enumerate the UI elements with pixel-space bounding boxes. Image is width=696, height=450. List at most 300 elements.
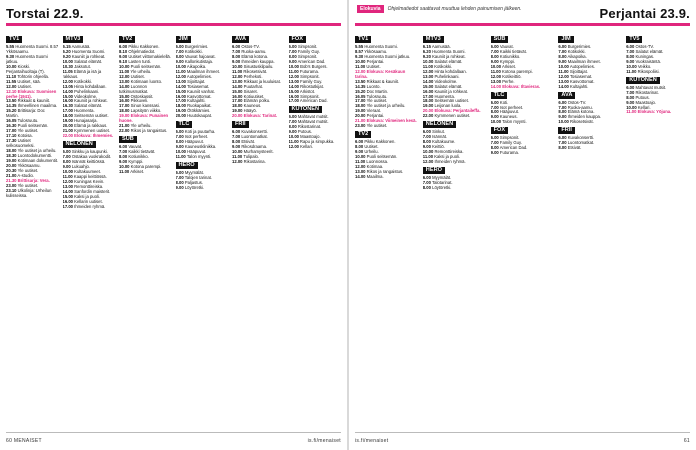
program-time: 8.00 (175, 53, 184, 59)
program-time: 8.00 (288, 53, 297, 59)
program-title: Family Guy. (499, 140, 522, 146)
program-title: Perhekoti. (243, 73, 263, 79)
program-time: 16.00 (175, 93, 186, 99)
program-title: Puoli seitsemän. (17, 123, 49, 129)
program-title: Kotoisa. (17, 133, 33, 139)
program-title: Urheilu. (364, 149, 379, 155)
program-time: 6.00 (490, 99, 499, 105)
program-title: Sinkku ja kaupunki. (71, 149, 108, 155)
program-title: Kymmenen uutiset. (74, 128, 110, 134)
program-title: Kaappi keittiössä. (73, 173, 107, 179)
program-title: Elokuva: Ihmemies. (74, 133, 114, 139)
program-time: 22.00 (119, 128, 130, 134)
program-time: 16.00 (62, 198, 73, 204)
program-time: 9.00 (490, 150, 499, 156)
channel-heading: KUTONEN (626, 77, 660, 84)
program-time: 21.00 (355, 118, 366, 124)
program-time: 17.00 (175, 98, 186, 104)
program-time: 12.00 (62, 178, 73, 184)
program-title: Hääpuvut. (187, 149, 207, 155)
program-title: Puoli seitsemän. (366, 154, 398, 160)
program-title: American Dad. (499, 145, 528, 151)
program-time: 6.00 (175, 129, 184, 135)
program-time: 9.20 (422, 53, 431, 59)
listing-columns (6, 34, 341, 430)
program-title: Sinkut. (432, 129, 445, 135)
program-title: Tosiasemat. (569, 73, 593, 79)
program-title: Ostakaa vuokrakodit. (71, 154, 112, 160)
program-title: Perjantai. (366, 113, 385, 119)
program-time: 19.00 (6, 157, 17, 163)
accent-rule (6, 23, 341, 26)
program-title: Kymmenen uutiset. (434, 113, 471, 119)
program-time: 12.00 (62, 78, 73, 84)
program-title: Hääpuvut. (184, 139, 204, 145)
program-time: 10.00 (6, 63, 17, 69)
listing-column (626, 34, 690, 430)
program-title: Ykkösaamu. (364, 48, 388, 54)
program-time: 16.30 (62, 103, 73, 109)
program-time: 9.00 (355, 149, 364, 155)
program-time: 10.00 (422, 58, 434, 64)
program-time: 9.00 (175, 144, 184, 150)
program-time: 9.00 (119, 159, 128, 165)
program-title: Rikos ja rangaistus. (130, 128, 168, 134)
program-time: 17.00 (288, 98, 299, 104)
program-title: Talotarinat. (432, 179, 453, 185)
program-title: Rikosetsivät. (243, 68, 268, 74)
program-time: 6.00 (558, 135, 567, 141)
program-time: 6.00 (558, 44, 567, 49)
program-title: Elokuva: Kesäkuun tarina. (355, 68, 406, 79)
program-time: 5.55 (355, 44, 364, 49)
program-time: 8.00 (490, 145, 499, 151)
program-time: 16.00 (422, 88, 434, 94)
program-time: 9.00 (232, 58, 241, 64)
program-time: 10.00 (355, 58, 366, 64)
program-time: 12.00 (490, 73, 502, 79)
program-title: Kotikokki. (184, 48, 203, 54)
program-title: Uutiset. (130, 73, 145, 79)
program-time: 6.00 (626, 44, 635, 49)
program-title: Hinta kohdallaan. (434, 68, 467, 74)
program-time: 19.00 (422, 103, 434, 109)
program-time: 17.00 (119, 103, 130, 109)
program-title: Yle uutiset. (17, 182, 39, 188)
channel-heading: TV5 (626, 36, 642, 43)
program-title: Simpsonit. (297, 53, 318, 59)
program-time: 10.00 (558, 63, 569, 69)
program-title: Maailma. (366, 173, 384, 179)
listing-column (232, 34, 285, 430)
program-title: Koti. (499, 99, 509, 105)
program-title: Kauniit vanhat. (187, 88, 215, 94)
program-time: 8.00 (175, 139, 184, 145)
channel-heading: FRII (558, 127, 575, 134)
program-title: Kotiuutiset. (243, 93, 265, 99)
program-time: 10.00 (626, 63, 637, 69)
program-title: Kotiunikko. (499, 53, 521, 59)
program-time: 10.00 (626, 104, 637, 110)
program-title: Jaksotut. (74, 63, 91, 69)
program-title: Kioski. Perjantaihuoltaja (T). (6, 63, 45, 74)
program-time: 8.00 (422, 139, 431, 145)
channel-heading: JIM (176, 36, 191, 43)
program-title: Pikkuveli. (130, 98, 149, 104)
program-title: Talojen tarinat. (184, 174, 212, 180)
program-title: Brittisarja: Doc Martin. (6, 108, 45, 119)
program-title: Autopelimies. (186, 73, 213, 79)
program-title: Ohjelmatiedot. (128, 48, 156, 54)
program-title: Kaksi ja puoli. (434, 154, 461, 160)
program-title: Uutiset. (366, 63, 381, 69)
program-title: Kotona parempi. (130, 163, 162, 169)
program-title: Simpsonit. (300, 93, 320, 99)
channel-heading: TV2 (119, 36, 135, 43)
program-time: 14.35 (355, 83, 366, 89)
program-time: 6.00 (288, 114, 297, 120)
program-title: Rapu ja simpukka. (299, 139, 335, 145)
page-number: 60 (6, 438, 13, 444)
program-title: Tulosruutu. (366, 93, 388, 99)
program-time: 19.00 (175, 108, 186, 114)
program-title: Luontomatkat. (241, 134, 268, 140)
program-time: 7.00 (422, 134, 431, 140)
program-title: Puhelinkaani. (74, 88, 100, 94)
program-title: Etsivät. (567, 145, 582, 151)
program-time: 10.00 (288, 134, 299, 140)
program-time: 19.00 (119, 113, 130, 119)
program-time: 8.00 (232, 139, 241, 145)
program-title: Elämä kotona. (567, 109, 595, 115)
program-title: Simpsonit. (297, 44, 318, 49)
program-time: 7.00 (490, 140, 499, 146)
program-title: Burgerimies. (184, 44, 209, 49)
program-title: Kuvakonsertti. (567, 135, 595, 141)
program-title: Myymälät. (184, 170, 204, 176)
program-title: Aamusää. (431, 44, 451, 49)
program-time: 18.00 (355, 103, 366, 109)
program-time: 6.15 (422, 44, 431, 49)
channel-heading: FRII (232, 121, 249, 128)
channel-heading: HERO (423, 167, 445, 174)
program-title: Luonnossa. (366, 159, 389, 165)
program-title: Rikostarinat. (297, 124, 322, 130)
program-time: 10.00 (490, 63, 502, 69)
channel-heading: FOX (289, 36, 307, 43)
program-title: Uutiset viittomakielellä. (128, 53, 171, 59)
listing-column (289, 34, 342, 430)
program-title: Kasvottomat. (187, 93, 212, 99)
program-time: 16.00 (232, 93, 243, 99)
program-time: 10.00 (62, 168, 73, 174)
program-time: 7.00 (288, 48, 297, 54)
program-time: 9.00 (232, 144, 241, 150)
program-time: 9.30 (355, 53, 364, 59)
program-time: 8.00 (62, 159, 71, 165)
program-title: Seitsemän uutiset. (74, 113, 109, 119)
program-time: 19.00 (355, 108, 366, 114)
program-time: 15.20 (355, 88, 366, 94)
program-time: 15.00 (232, 88, 243, 94)
program-title: Isännät. (432, 134, 448, 140)
program-time: 12.00 (232, 159, 243, 165)
program-time: 8.00 (232, 53, 241, 59)
program-time: 9.00 (558, 58, 567, 64)
program-time: 7.00 (62, 154, 71, 160)
channel-heading: NELONEN (423, 121, 456, 128)
program-title: Yle uutiset ja urheilu. (366, 103, 406, 109)
program-time: 6.00 (175, 44, 184, 49)
program-listing (355, 175, 419, 180)
program-time: 6.00 (626, 84, 635, 90)
program-title: Kultajahti. (570, 83, 589, 89)
program-title: Salatut elämät. (74, 103, 103, 109)
program-time: 13.00 (558, 78, 569, 84)
program-title: Isot perheet. (184, 134, 209, 140)
program-time: 11.00 (288, 139, 299, 145)
program-time: 16.05 (6, 118, 17, 124)
program-title: Ihmeiden ryhmä. (434, 159, 466, 165)
program-time: 8.00 (355, 144, 364, 150)
program-time: 10.00 (422, 149, 434, 155)
program-title: Mahtavat mutsit. (297, 114, 329, 120)
program-time: 17.30 (6, 138, 17, 144)
program-title: Rikostarina. (243, 159, 266, 165)
footer-web: is.fi/menaiset (355, 438, 389, 444)
program-title: Rikosetsivät. (570, 119, 594, 125)
program-title: Koti ja puutarha. (184, 129, 216, 135)
program-title: Rikospoliisi. (637, 68, 660, 74)
program-title: Talon myynti. (502, 119, 527, 125)
program-time: 8.00 (490, 109, 499, 115)
program-time: 8.00 (626, 94, 635, 100)
program-time: 9.00 (626, 99, 635, 105)
program-time: 7.00 (175, 134, 184, 140)
program-title: Putous. (297, 129, 313, 135)
program-time: 7.00 (626, 48, 635, 54)
program-title: Family Guy. (300, 78, 323, 84)
program-time: 7.00 (490, 48, 499, 54)
program-title: Kotikeittiö. (502, 73, 522, 79)
program-time: 17.00 (232, 98, 243, 104)
program-time: 7.00 (490, 104, 499, 110)
program-time: 6.00 (175, 170, 184, 176)
program-time: 7.00 (119, 149, 128, 155)
program-time: 6.00 (288, 44, 297, 49)
program-title: Yle urheilu. (130, 123, 152, 129)
program-title: Kotimaa. (366, 163, 384, 169)
program-title: Isot perheet. (499, 104, 524, 110)
program-title: Löytöretki. (432, 184, 452, 190)
program-time: 11.00 (232, 154, 243, 160)
footer-page-number: 61 (683, 438, 690, 444)
channel-heading: MTV3 (423, 36, 444, 43)
program-title: Kaikki tietävät. (499, 48, 527, 54)
program-time: 17.00 (6, 128, 17, 134)
program-title: Kasvottomat. (570, 78, 595, 84)
program-time: 23.00 (355, 123, 366, 129)
program-title: Isännät keittiössä. (71, 159, 106, 165)
program-time: 13.00 (232, 78, 243, 84)
program-title: Salatut elämät. (74, 58, 103, 64)
program-title: Pikku Kakkonen. (364, 139, 396, 145)
program-time: 12.00 (422, 68, 434, 74)
program-title: Huomenta Suomi. (432, 48, 466, 54)
left-page (0, 0, 347, 450)
program-time: 23.00 (6, 182, 17, 188)
program-listing (558, 146, 622, 151)
program-time: 11.00 (175, 68, 186, 74)
program-title: Yle uutiset. (17, 167, 39, 173)
program-title: Yle uutiset. (366, 123, 388, 129)
program-time: 20.00 (6, 162, 17, 168)
program-title: Vauvat. (499, 44, 514, 49)
program-title: Keittiö. (432, 144, 445, 150)
program-title: Perjantai. (366, 58, 385, 64)
program-title: Maastoajo. (300, 134, 321, 140)
program-title: Ihmeellinen maailma. (17, 103, 58, 109)
program-title: Yle uutiset. (366, 98, 388, 104)
program-title: Simpsonit. (300, 73, 320, 79)
program-time: 17.00 (422, 93, 434, 99)
program-time: 8.00 (490, 53, 499, 59)
program-time: 11.05 (62, 68, 73, 74)
program-time: 9.00 (175, 184, 184, 190)
program-time: 10.00 (232, 149, 243, 155)
footer-page-number (6, 438, 42, 444)
program-time: 14.35 (6, 103, 17, 109)
program-title: Uutiset, sää. (17, 78, 41, 84)
program-title: Maastoajo. (635, 99, 656, 105)
program-time: 19.00 (232, 108, 243, 114)
program-title: Aikapoika. (567, 53, 587, 59)
program-time: 15.20 (6, 108, 17, 114)
program-title: Vauvat. (128, 144, 143, 150)
program-time: 10.00 (288, 63, 299, 69)
program-title: Bob's Burgers. (300, 63, 328, 69)
day-heading-right: Perjantai 23.9. (599, 6, 690, 21)
program-title: American Dad. (297, 58, 326, 64)
listing-column (176, 34, 229, 430)
program-title: Ruoka-aamu. (567, 104, 593, 110)
program-time: 6.00 (119, 144, 128, 150)
program-title: Luontomatkat. (567, 140, 595, 146)
program-listing (176, 186, 229, 191)
program-time: 14.00 (119, 83, 130, 89)
channel-heading: JIM (558, 36, 573, 43)
program-time: 13.00 (62, 183, 73, 189)
program-time: 16.00 (119, 98, 130, 104)
program-time: 8.00 (288, 124, 297, 130)
program-title: Tulosruutu. (17, 118, 39, 124)
program-time: 20.00 (422, 108, 434, 114)
program-time: 6.20 (422, 48, 431, 54)
program-time: 6.00 (119, 44, 128, 49)
program-title: Myymälät. (432, 174, 452, 180)
program-time: 12.00 (422, 159, 434, 165)
program-time: 6.00 (232, 129, 241, 135)
program-title: Arkistot. (299, 88, 316, 94)
channel-heading: TV2 (355, 131, 371, 138)
footer-web: is.fi/menaiset (307, 438, 341, 444)
program-title: Huomenta Suomi. (364, 44, 398, 49)
program-time: 17.10 (6, 133, 17, 139)
program-title: Kauniit ja rohkeat. (434, 88, 468, 94)
program-title: Kotona parempi. (502, 68, 533, 74)
program-title: Videokolme. (434, 78, 458, 84)
program-title: Elämän polku. (243, 98, 271, 104)
program-title: Kellarin uutiset. (74, 198, 103, 204)
program-title: Sisaret. (243, 88, 258, 94)
program-title: Huomenta Suomi. (71, 48, 106, 54)
program-time: 14.00 (355, 173, 366, 179)
program-title: Mahtavat mutsit. (297, 119, 329, 125)
program-title: Maailman ihmeet. (567, 58, 601, 64)
program-time: 21.30 (6, 177, 17, 183)
program-time: 8.57 (355, 48, 364, 54)
program-title: Tosiasemat. (187, 83, 210, 89)
channel-heading: TV1 (355, 36, 371, 43)
program-time: 8.00 (626, 53, 635, 59)
program-time: 11.00 (288, 68, 299, 74)
program-time: 11.00 (355, 63, 366, 69)
day-heading-left: Torstai 22.9. (6, 6, 84, 21)
program-time: 11.00 (422, 154, 434, 160)
program-title: Kotikokki. (74, 78, 93, 84)
program-time: 11.00 (558, 68, 569, 74)
program-time: 16.00 (62, 98, 73, 104)
program-time: 8.10 (119, 48, 128, 54)
program-time: 6.15 (62, 44, 71, 49)
program-time: 20.00 (355, 113, 366, 119)
listing-column (119, 34, 172, 430)
program-title: Uutiset. (17, 83, 32, 89)
program-time: 22.00 (422, 113, 434, 119)
program-title: American Dad. (299, 98, 328, 104)
program-title: Kellari. (637, 104, 651, 110)
program-title: Uutiset selkosuomeksi. (6, 138, 35, 149)
program-title: Löytöretki. (184, 184, 205, 190)
program-time: 11.00 (175, 154, 186, 160)
program-time: 12.00 (288, 144, 299, 150)
program-time: 20.30 (6, 167, 17, 173)
program-title: Rikkaat & kauniit. (366, 78, 400, 84)
program-title: Vieraat. (366, 108, 382, 114)
program-title: Kultakuumeet. (74, 168, 101, 174)
program-title: Kymppi. (499, 58, 516, 64)
program-title: Lapsityön viikko. (130, 108, 162, 114)
program-title: Kultakuume. (432, 139, 456, 145)
program-title: Kotimaan luonto. (130, 78, 163, 84)
program-time: 18.30 (6, 152, 17, 158)
program-time: 13.00 (422, 73, 434, 79)
program-time: 10.00 (62, 58, 73, 64)
program-title: Perhe. (502, 78, 515, 84)
program-time: 7.00 (175, 174, 184, 180)
program-title: Mahtavat mutsit. (635, 84, 667, 90)
program-title: Leijonan luola. (434, 103, 462, 109)
program-title: Maailman ihmeet. (186, 68, 220, 74)
program-listing (423, 186, 487, 191)
program-title: Kauneusklinikka. (184, 144, 217, 150)
program-title: Elämä kotona. (241, 53, 269, 59)
program-time: 5.55 (6, 44, 15, 49)
program-time: 17.00 (62, 108, 73, 114)
program-time: 15.00 (62, 193, 73, 199)
program-title: Huomenta. (434, 93, 455, 99)
program-time: 18.00 (62, 113, 73, 119)
